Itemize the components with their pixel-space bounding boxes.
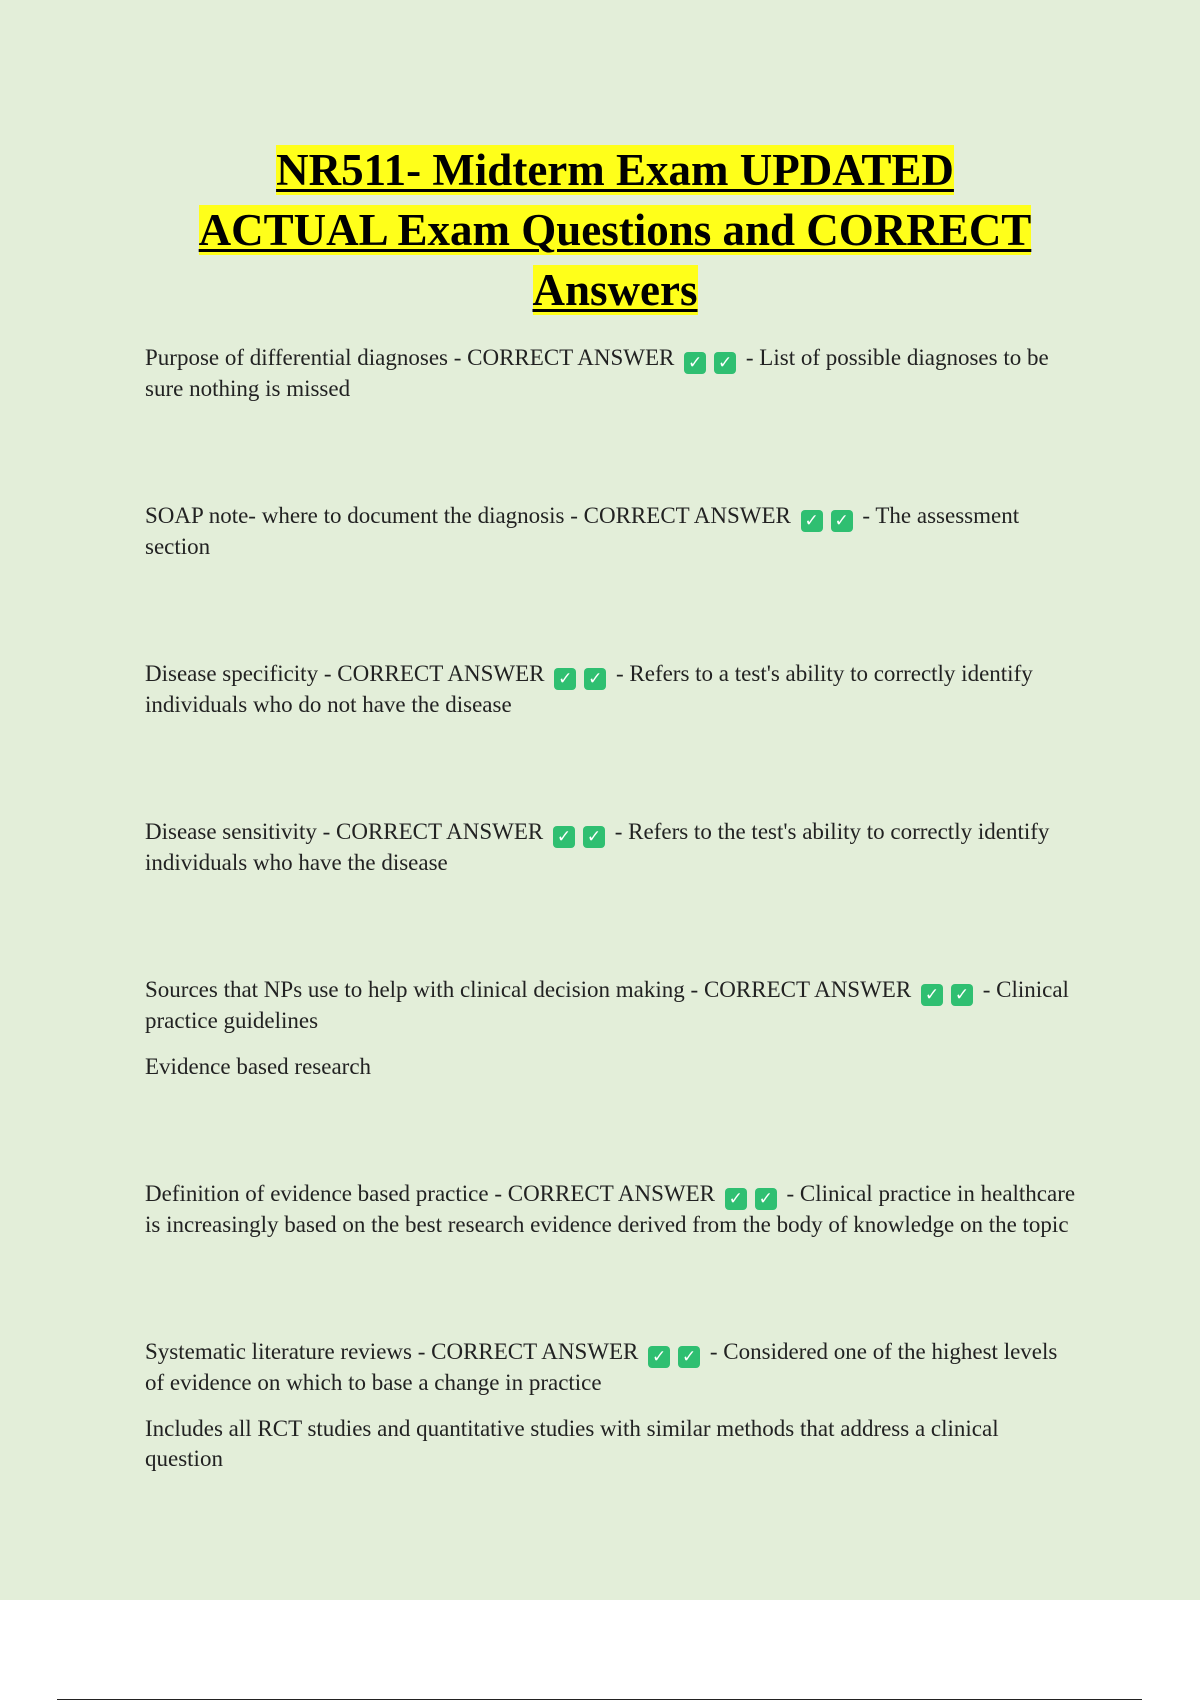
answer-text: - List of possible diagnoses to be sure nothing is missed [145,345,1049,401]
answer-extra-text: Includes all RCT studies and quantitative studies with similar methods that address a clinical question [145,1416,999,1471]
qa-item [145,1179,1080,1240]
question-term: Purpose of differential diagnoses [145,345,448,370]
check-mark-icon: ✓ [921,984,943,1006]
qa-item [145,501,1080,562]
title-line-1: NR511- Midterm Exam UPDATED [276,145,954,195]
question-term: Definition of evidence based practice [145,1181,489,1206]
check-mark-icon: ✓ [678,1346,700,1368]
check-mark-icon: ✓ [714,352,736,374]
qa-item [145,1337,1080,1474]
check-mark-icon: ✓ [553,826,575,848]
answer-extra-text: Evidence based research [145,1054,372,1079]
correct-answer-label: - CORRECT ANSWER [447,345,675,370]
answer-text: - Clinical practice in healthcare is increasingly based on the best research evidence derived from the body of knowledge on the topic [145,1181,1076,1237]
answer-text: - Refers to the test's ability to correctly identify individuals who have the disease [145,819,1050,875]
check-mark-icon: ✓ [583,826,605,848]
qa-list [145,343,1080,1571]
question-term: Disease sensitivity [145,819,317,844]
check-mark-icon: ✓ [554,668,576,690]
correct-answer-label: - CORRECT ANSWER [564,503,791,528]
question-term: Systematic literature reviews [145,1339,412,1364]
answer-text: - Refers to a test's ability to correctly identify individuals who do not have the disease [145,661,1033,717]
correct-answer-label: - CORRECT ANSWER [684,977,912,1002]
correct-answer-label: - CORRECT ANSWER [488,1181,715,1206]
title-line-2: ACTUAL Exam Questions and CORRECT [198,205,1032,255]
check-mark-icon: ✓ [725,1188,747,1210]
answer-text: - Clinical practice guidelines [145,977,1069,1033]
answer-text: - The assessment section [145,503,1020,559]
correct-answer-label: - CORRECT ANSWER [411,1339,639,1364]
page-title [150,140,1080,320]
qa-item [145,659,1080,720]
check-mark-icon: ✓ [801,510,823,532]
check-mark-icon: ✓ [831,510,853,532]
question-term: Disease specificity [145,661,319,686]
check-mark-icon: ✓ [584,668,606,690]
check-mark-icon: ✓ [684,352,706,374]
qa-item [145,343,1080,404]
correct-answer-label: - CORRECT ANSWER [316,819,544,844]
question-term: SOAP note- where to document the diagnosis [145,503,565,528]
qa-item [145,975,1080,1082]
check-mark-icon: ✓ [648,1346,670,1368]
answer-text: - Considered one of the highest levels of evidence on which to base a change in practice [145,1339,1058,1395]
check-mark-icon: ✓ [951,984,973,1006]
check-mark-icon: ✓ [755,1188,777,1210]
title-line-3: Answers [532,265,698,315]
qa-item [145,817,1080,878]
correct-answer-label: - CORRECT ANSWER [318,661,545,686]
question-term: Sources that NPs use to help with clinical decision making [145,977,685,1002]
